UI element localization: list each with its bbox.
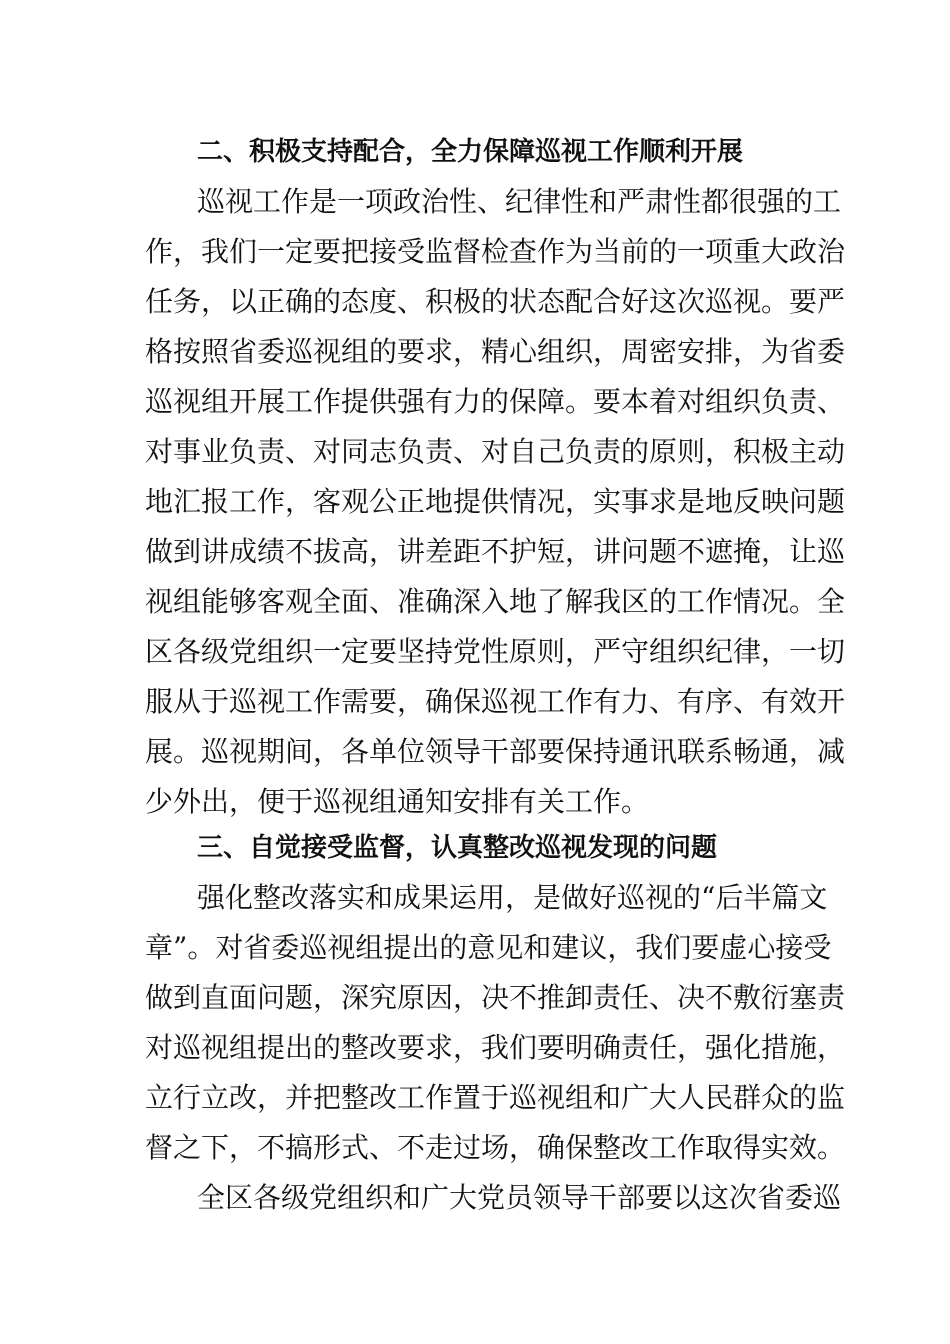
paragraph-line: 立行立改，并把整改工作置于巡视组和广大人民群众的监	[145, 1081, 846, 1114]
paragraph-line: 地汇报工作，客观公正地提供情况，实事求是地反映问题	[145, 485, 846, 518]
section-heading: 二、积极支持配合，全力保障巡视工作顺利开展	[197, 137, 744, 167]
paragraph-line: 任务，以正确的态度、积极的状态配合好这次巡视。要严	[145, 285, 846, 318]
paragraph-line: 对事业负责、对同志负责、对自己负责的原则，积极主动	[145, 435, 846, 468]
paragraph-line: 格按照省委巡视组的要求，精心组织，周密安排，为省委	[145, 335, 846, 368]
paragraph-line: 作，我们一定要把接受监督检查作为当前的一项重大政治	[145, 235, 846, 268]
paragraph-line: 区各级党组织一定要坚持党性原则，严守组织纪律，一切	[145, 635, 846, 668]
paragraph-line: 巡视组开展工作提供强有力的保障。要本着对组织负责、	[145, 385, 846, 418]
paragraph-line: 巡视工作是一项政治性、纪律性和严肃性都很强的工	[197, 185, 842, 218]
paragraph-line: 督之下，不搞形式、不走过场，确保整改工作取得实效。	[145, 1131, 846, 1164]
paragraph-line: 做到讲成绩不拔高，讲差距不护短，讲问题不遮掩，让巡	[145, 535, 846, 568]
paragraph-line: 展。巡视期间，各单位领导干部要保持通讯联系畅通，减	[145, 735, 846, 768]
paragraph-line: 做到直面问题，深究原因，决不推卸责任、决不敷衍塞责	[145, 981, 846, 1014]
paragraph-line: 服从于巡视工作需要，确保巡视工作有力、有序、有效开	[145, 685, 846, 718]
paragraph-line: 全区各级党组织和广大党员领导干部要以这次省委巡	[197, 1181, 842, 1214]
paragraph-line: 强化整改落实和成果运用，是做好巡视的“后半篇文	[197, 881, 828, 914]
paragraph-line: 视组能够客观全面、准确深入地了解我区的工作情况。全	[145, 585, 846, 618]
paragraph-line: 对巡视组提出的整改要求，我们要明确责任，强化措施，	[145, 1031, 846, 1064]
section-heading: 三、自觉接受监督，认真整改巡视发现的问题	[197, 833, 718, 863]
paragraph-line: 章”。对省委巡视组提出的意见和建议，我们要虚心接受	[145, 931, 832, 964]
paragraph-line: 少外出，便于巡视组通知安排有关工作。	[145, 785, 650, 818]
